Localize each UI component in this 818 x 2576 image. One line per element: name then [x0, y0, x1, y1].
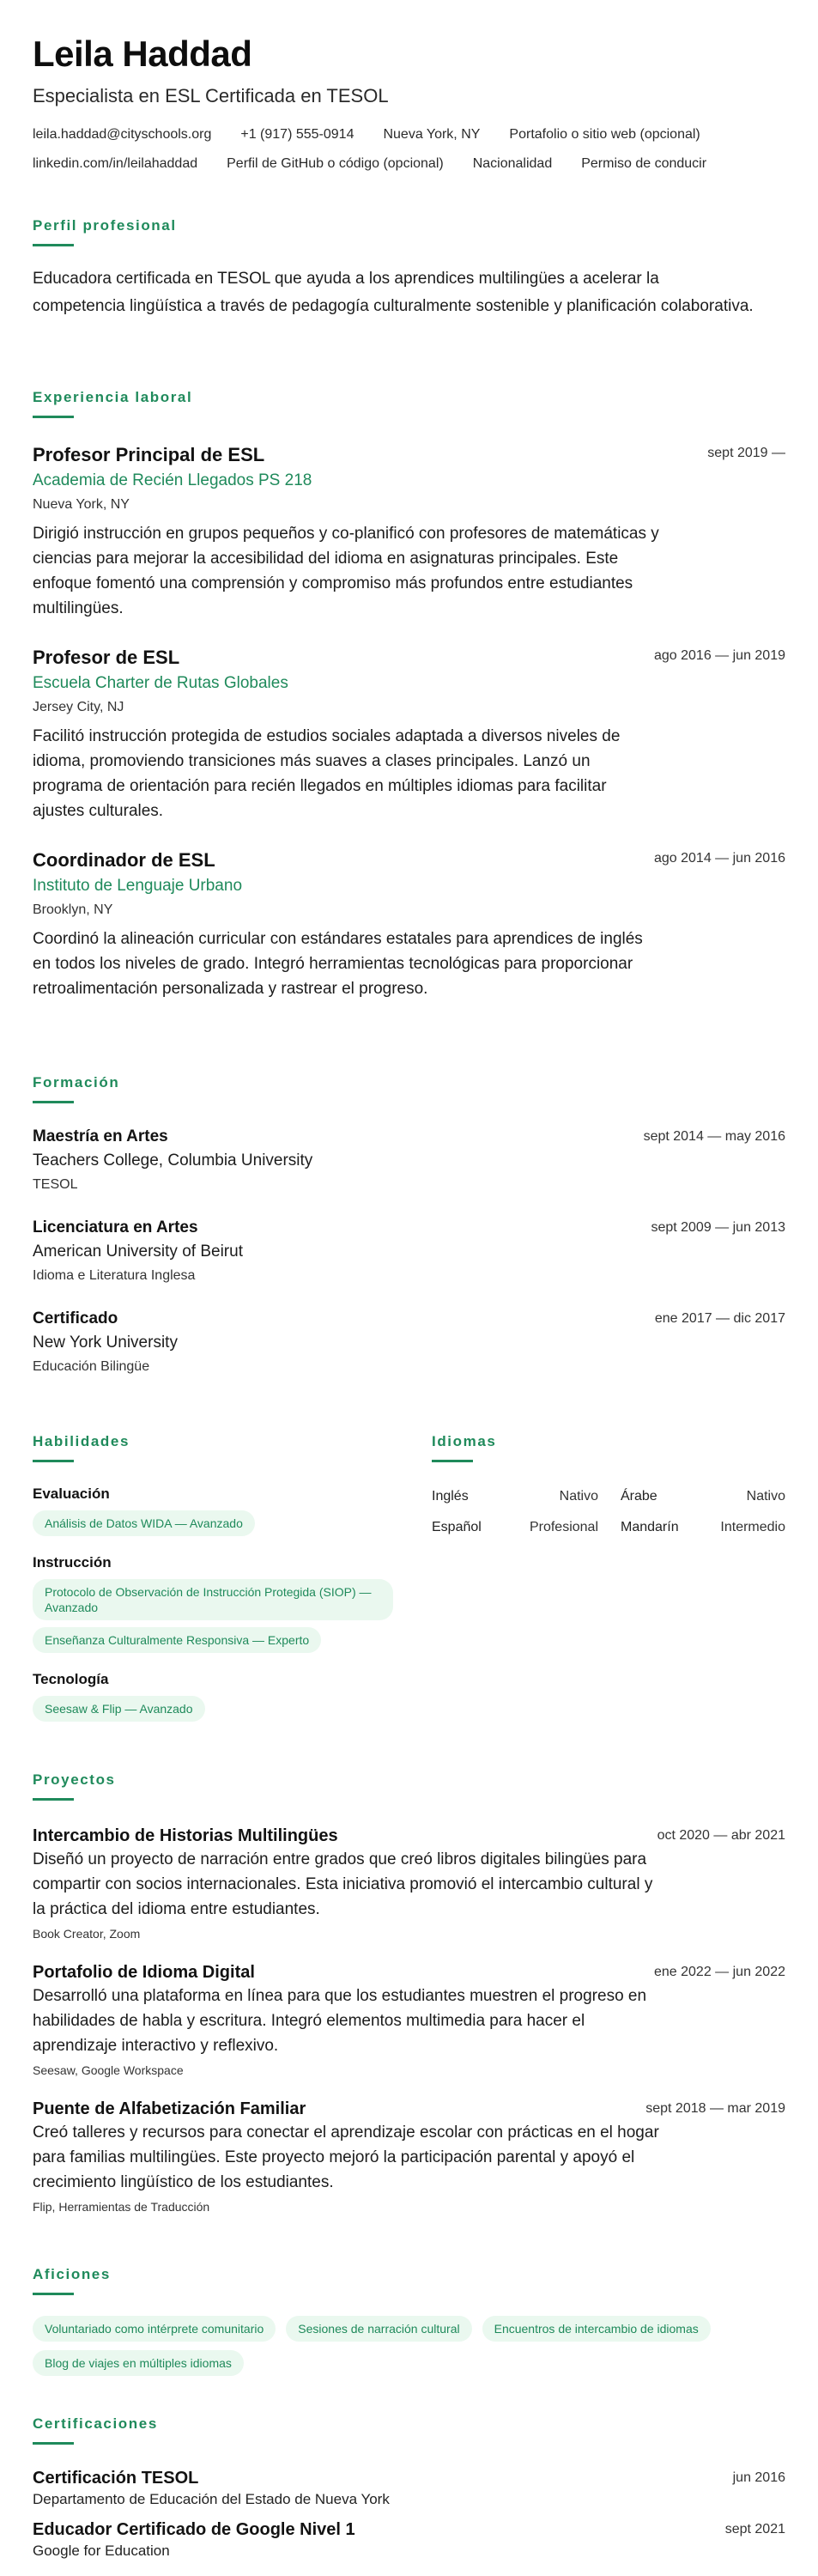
education-entry: [33, 1126, 785, 1194]
education-field: Educación Bilingüe: [33, 1359, 150, 1374]
section-title: Proyectos: [33, 1771, 116, 1788]
project-title: Portafolio de Idioma Digital: [33, 1963, 255, 1982]
project-tools: Seesaw, Google Workspace: [33, 2063, 184, 2077]
contact-github[interactable]: Perfil de GitHub o código (opcional): [227, 156, 444, 171]
section-title: Experiencia laboral: [33, 389, 193, 405]
skill-category-name: Evaluación: [33, 1485, 110, 1502]
job-company: Academia de Recién Llegados PS 218: [33, 471, 312, 489]
section-divider: [432, 1460, 473, 1462]
job-date: ago 2014 — jun 2016: [653, 851, 785, 866]
contact-phone[interactable]: +1 (917) 555-0914: [240, 127, 354, 142]
project-description: Diseñó un proyecto de narración entre grados que creó libros digitales bilingües para compartir con socios internacionales. Esta iniciativa promovió el intercambio cultural y la práctica del idioma entre estudiantes.: [33, 1850, 653, 1918]
experience-section: [33, 388, 785, 1001]
education-degree: Certificado: [33, 1309, 118, 1327]
section-title: Idiomas: [432, 1433, 497, 1449]
skill-category-name: Instrucción: [33, 1554, 112, 1571]
certification-issuer: Departamento de Educación del Estado de Nueva York: [33, 2491, 390, 2507]
job-date: ago 2016 — jun 2019: [653, 648, 785, 663]
languages-section: [432, 1432, 785, 1535]
job-title: Profesor Principal de ESL: [33, 444, 265, 465]
education-school: Teachers College, Columbia University: [33, 1151, 313, 1170]
job-description: Facilitó instrucción protegida de estudios sociales adaptada a diversos niveles de idioma, promoviendo transiciones más suaves a clases principales. Lanzó un programa de orientación para recién llegados en múltiples idiomas para facilitar ajustes culturales.: [33, 727, 621, 820]
language-level: Nativo: [559, 1489, 598, 1504]
job-title: Coordinador de ESL: [33, 849, 215, 871]
hobby-tag: Voluntariado como intérprete comunitario: [33, 2316, 276, 2342]
section-divider: [33, 1460, 74, 1462]
skill-category: [33, 1670, 410, 1722]
hobbies-section: [33, 2265, 785, 2376]
education-date: sept 2014 — may 2016: [643, 1129, 785, 1144]
skill-tag: Enseñanza Culturalmente Responsiva — Experto: [33, 1627, 321, 1653]
language-level: Profesional: [529, 1520, 598, 1534]
section-title: Formación: [33, 1074, 120, 1091]
project-tools: Book Creator, Zoom: [33, 1927, 141, 1941]
job-description: Dirigió instrucción en grupos pequeños y co-planificó con profesores de matemáticas y ciencias para mejorar la accesibilidad del idioma en asignaturas principales. Este enfoque fomentó una comprensión y compromiso más profundos entre estudiantes multilingües.: [33, 525, 659, 617]
education-school: American University of Beirut: [33, 1242, 243, 1261]
contact-driving-license: Permiso de conducir: [581, 156, 707, 171]
contact-list: [33, 125, 785, 173]
section-divider: [33, 2293, 74, 2295]
section-divider: [33, 1101, 74, 1103]
certifications-section: [33, 2415, 785, 2561]
project-entry: [33, 1961, 785, 2079]
job-location: Jersey City, NJ: [33, 700, 124, 714]
certification-title: Certificación TESOL: [33, 2469, 199, 2488]
project-date: sept 2018 — mar 2019: [645, 2101, 785, 2116]
skill-category: [33, 1553, 410, 1653]
project-title: Puente de Alfabetización Familiar: [33, 2099, 306, 2118]
certification-title: Educador Certificado de Google Nivel 1: [33, 2520, 355, 2539]
language-name: Árabe: [621, 1489, 657, 1504]
summary-text: Educadora certificada en TESOL que ayuda a los aprendices multilingües a acelerar la competencia lingüística a través de pedagogía culturalmente sostenible y planificación colaborativa.: [33, 270, 754, 315]
project-date: ene 2022 — jun 2022: [653, 1965, 785, 1979]
education-entry: [33, 1308, 785, 1376]
project-description: Creó talleres y recursos para conectar el aprendizaje escolar con prácticas en el hogar para familias multilingües. Este proyecto mejoró la participación parental y apoyó el crecimiento lingüístico de los estudiantes.: [33, 2123, 659, 2191]
section-title: Certificaciones: [33, 2415, 158, 2432]
summary-section: [33, 216, 785, 320]
hobby-tag: Blog de viajes en múltiples idiomas: [33, 2350, 244, 2376]
education-date: sept 2009 — jun 2013: [651, 1220, 785, 1235]
job-description: Coordinó la alineación curricular con estándares estatales para aprendices de inglés en todos los niveles de grado. Integró herramientas tecnológicas para proporcionar retroalimentación personalizada y rastrear el progreso.: [33, 930, 643, 998]
section-title: Aficiones: [33, 2266, 111, 2282]
education-degree: Maestría en Artes: [33, 1127, 168, 1145]
projects-section: [33, 1771, 785, 2215]
project-title: Intercambio de Historias Multilingües: [33, 1826, 338, 1845]
project-description: Desarrolló una plataforma en línea para que los estudiantes muestren el progreso en habilidades de habla y escritura. Integró elementos multimedia para hacer el aprendizaje interactivo y reflexivo.: [33, 1987, 647, 2055]
education-date: ene 2017 — dic 2017: [654, 1311, 785, 1326]
certification-date: jun 2016: [732, 2470, 785, 2485]
section-divider: [33, 1798, 74, 1801]
skill-tag: Seesaw & Flip — Avanzado: [33, 1696, 205, 1722]
section-divider: [33, 416, 74, 418]
hobby-tag: Sesiones de narración cultural: [286, 2316, 471, 2342]
contact-nationality: Nacionalidad: [472, 156, 553, 171]
certification-entry: [33, 2467, 785, 2510]
education-school: New York University: [33, 1334, 178, 1352]
contact-location: Nueva York, NY: [383, 127, 481, 142]
section-title: Habilidades: [33, 1433, 130, 1449]
hobby-list: [33, 2316, 785, 2376]
job-entry: [33, 442, 785, 621]
contact-portfolio[interactable]: Portafolio o sitio web (opcional): [509, 127, 700, 142]
skill-category-name: Tecnología: [33, 1671, 109, 1687]
job-location: Nueva York, NY: [33, 497, 130, 512]
section-title: Perfil profesional: [33, 217, 177, 234]
language-name: Español: [432, 1520, 482, 1534]
education-field: Idioma e Literatura Inglesa: [33, 1268, 196, 1283]
section-divider: [33, 244, 74, 246]
project-tools: Flip, Herramientas de Traducción: [33, 2200, 210, 2214]
job-entry: [33, 848, 785, 1001]
contact-linkedin[interactable]: linkedin.com/in/leilahaddad: [33, 156, 198, 171]
education-field: TESOL: [33, 1177, 78, 1192]
language-name: Inglés: [432, 1489, 469, 1504]
job-company: Escuela Charter de Rutas Globales: [33, 674, 288, 692]
certification-date: sept 2021: [724, 2522, 785, 2537]
education-section: [33, 1073, 785, 1376]
education-entry: [33, 1217, 785, 1285]
job-company: Instituto de Lenguaje Urbano: [33, 877, 243, 895]
language-name: Mandarín: [621, 1520, 679, 1534]
section-divider: [33, 2442, 74, 2445]
candidate-headline: Especialista en ESL Certificada en TESOL: [33, 85, 389, 106]
certification-entry: [33, 2518, 785, 2561]
candidate-name: Leila Haddad: [33, 33, 252, 74]
certification-issuer: Google for Education: [33, 2543, 170, 2559]
skills-section: [33, 1432, 410, 1722]
resume-header: [33, 33, 785, 173]
project-date: oct 2020 — abr 2021: [657, 1828, 785, 1843]
job-date: sept 2019 —: [707, 446, 785, 460]
skill-tag: Protocolo de Observación de Instrucción Protegida (SIOP) — Avanzado: [33, 1579, 393, 1620]
project-entry: [33, 2098, 785, 2215]
hobby-tag: Encuentros de intercambio de idiomas: [482, 2316, 711, 2342]
project-entry: [33, 1825, 785, 1942]
job-location: Brooklyn, NY: [33, 902, 113, 917]
language-level: Intermedio: [720, 1520, 785, 1534]
skill-category: [33, 1485, 410, 1536]
education-degree: Licenciatura en Artes: [33, 1218, 198, 1236]
job-title: Profesor de ESL: [33, 647, 180, 668]
skill-tag: Análisis de Datos WIDA — Avanzado: [33, 1510, 255, 1536]
contact-email[interactable]: leila.haddad@cityschools.org: [33, 127, 212, 142]
language-level: Nativo: [746, 1489, 785, 1504]
job-entry: [33, 645, 785, 823]
